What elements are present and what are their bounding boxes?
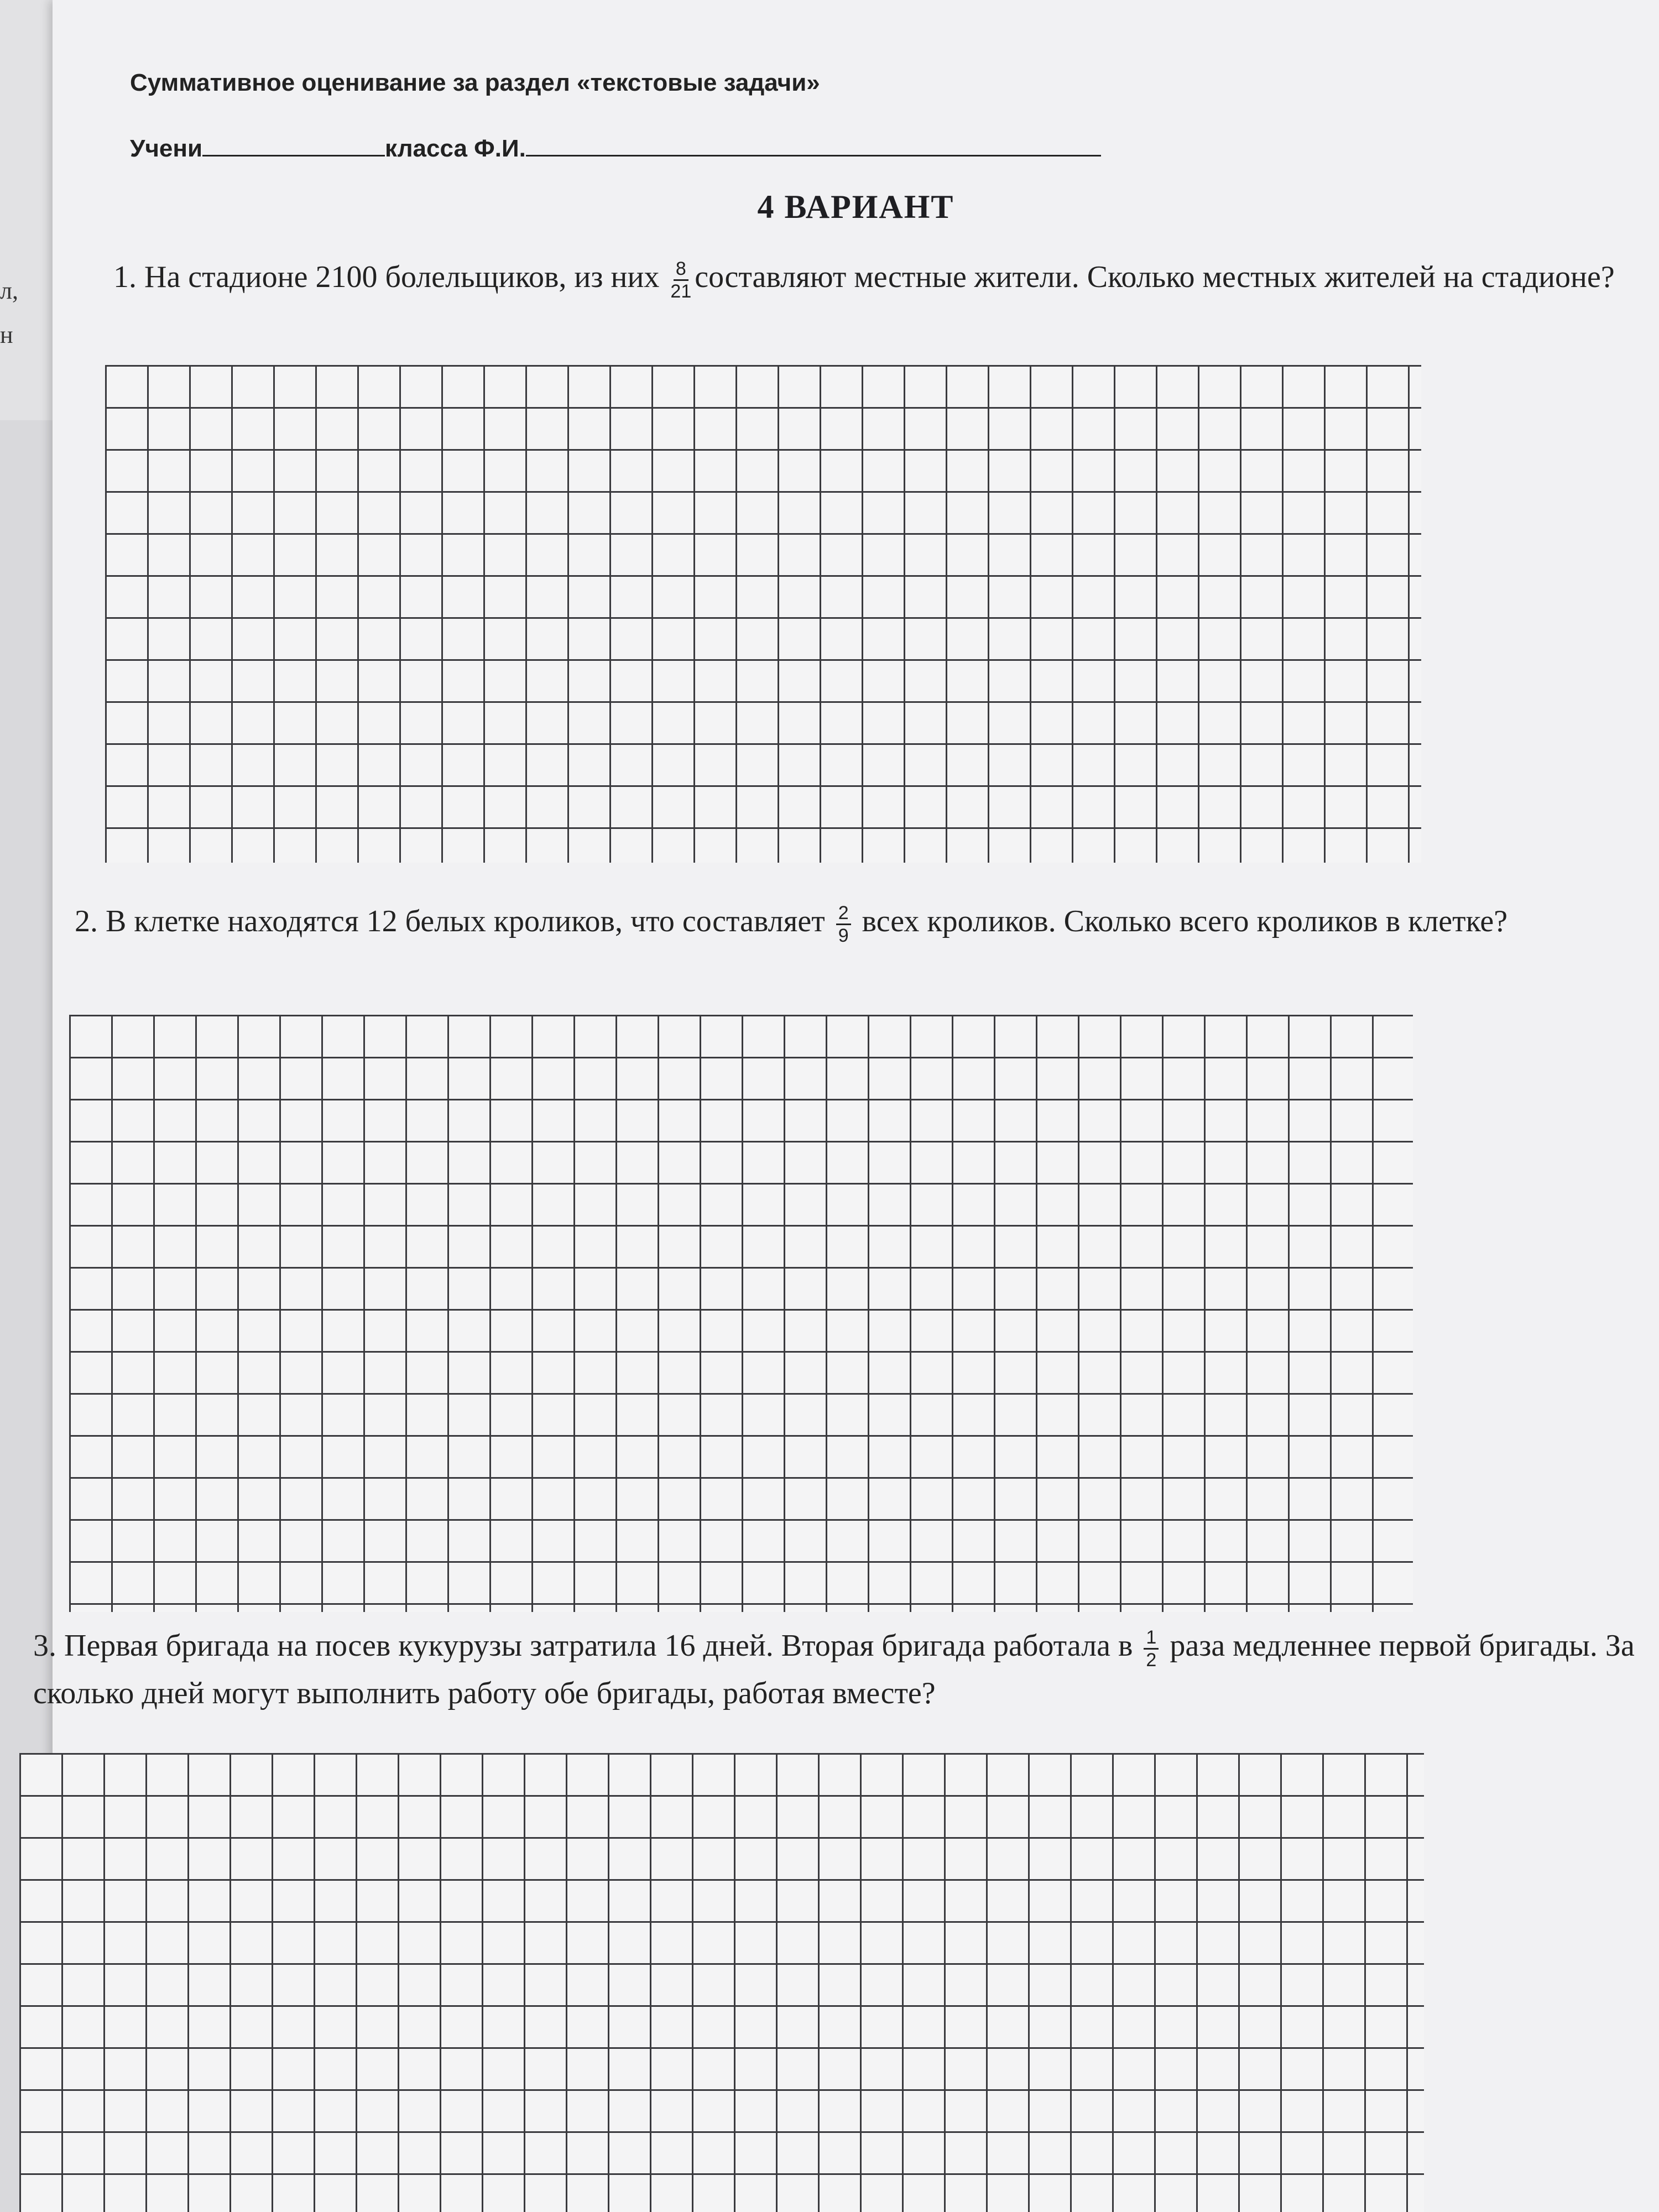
- fraction-denominator: 2: [1146, 1649, 1157, 1671]
- task-3-text-before: Первая бригада на посев кукурузы затратила 16 дней. Вторая бригада работала в: [64, 1629, 1133, 1663]
- task-1-text-after: составляют местные жители. Сколько местных жителей на стадионе?: [695, 260, 1615, 294]
- class-name-label: класса Ф.И.: [385, 135, 526, 162]
- task-3: [33, 1623, 1637, 1716]
- fraction-numerator: 2: [836, 902, 851, 925]
- fraction-denominator: 9: [838, 925, 849, 946]
- worksheet-title: Суммативное оценивание за раздел «текстовые задачи»: [130, 69, 820, 96]
- task-3-fraction: [1144, 1627, 1159, 1671]
- task-3-text-after: раза медленнее первой бригады. За сколько дней могут выполнить работу обе бригады, работая вместе?: [33, 1629, 1635, 1710]
- task-2-fraction: [836, 902, 851, 946]
- variant-heading: 4 ВАРИАНТ: [757, 189, 954, 225]
- answer-grid-2[interactable]: [69, 1015, 1413, 1612]
- background-text-fragment: н: [0, 321, 13, 348]
- student-label: Учени: [130, 135, 203, 162]
- task-1-text-before: На стадионе 2100 болельщиков, из них: [144, 260, 660, 294]
- task-2: [75, 899, 1634, 946]
- class-blank-field[interactable]: [202, 133, 385, 156]
- student-info-line: [130, 133, 1101, 163]
- task-2-text-after: всех кроликов. Сколько всего кроликов в клетке?: [862, 904, 1508, 938]
- task-1-number: 1.: [113, 260, 137, 294]
- fraction-numerator: 8: [674, 258, 688, 281]
- fraction-numerator: 1: [1144, 1627, 1159, 1650]
- name-blank-field[interactable]: [526, 133, 1101, 156]
- worksheet-page: [33, 0, 1659, 2212]
- task-2-text-before: В клетке находятся 12 белых кроликов, что составляет: [106, 904, 825, 938]
- fraction-denominator: 21: [670, 280, 692, 302]
- task-1: [113, 254, 1629, 302]
- task-1-fraction: [670, 258, 691, 302]
- task-2-number: 2.: [75, 904, 98, 938]
- task-3-number: 3.: [33, 1629, 56, 1663]
- answer-grid-3[interactable]: [19, 1753, 1424, 2212]
- background-text-fragment: л,: [0, 277, 18, 304]
- answer-grid-1[interactable]: [105, 365, 1421, 863]
